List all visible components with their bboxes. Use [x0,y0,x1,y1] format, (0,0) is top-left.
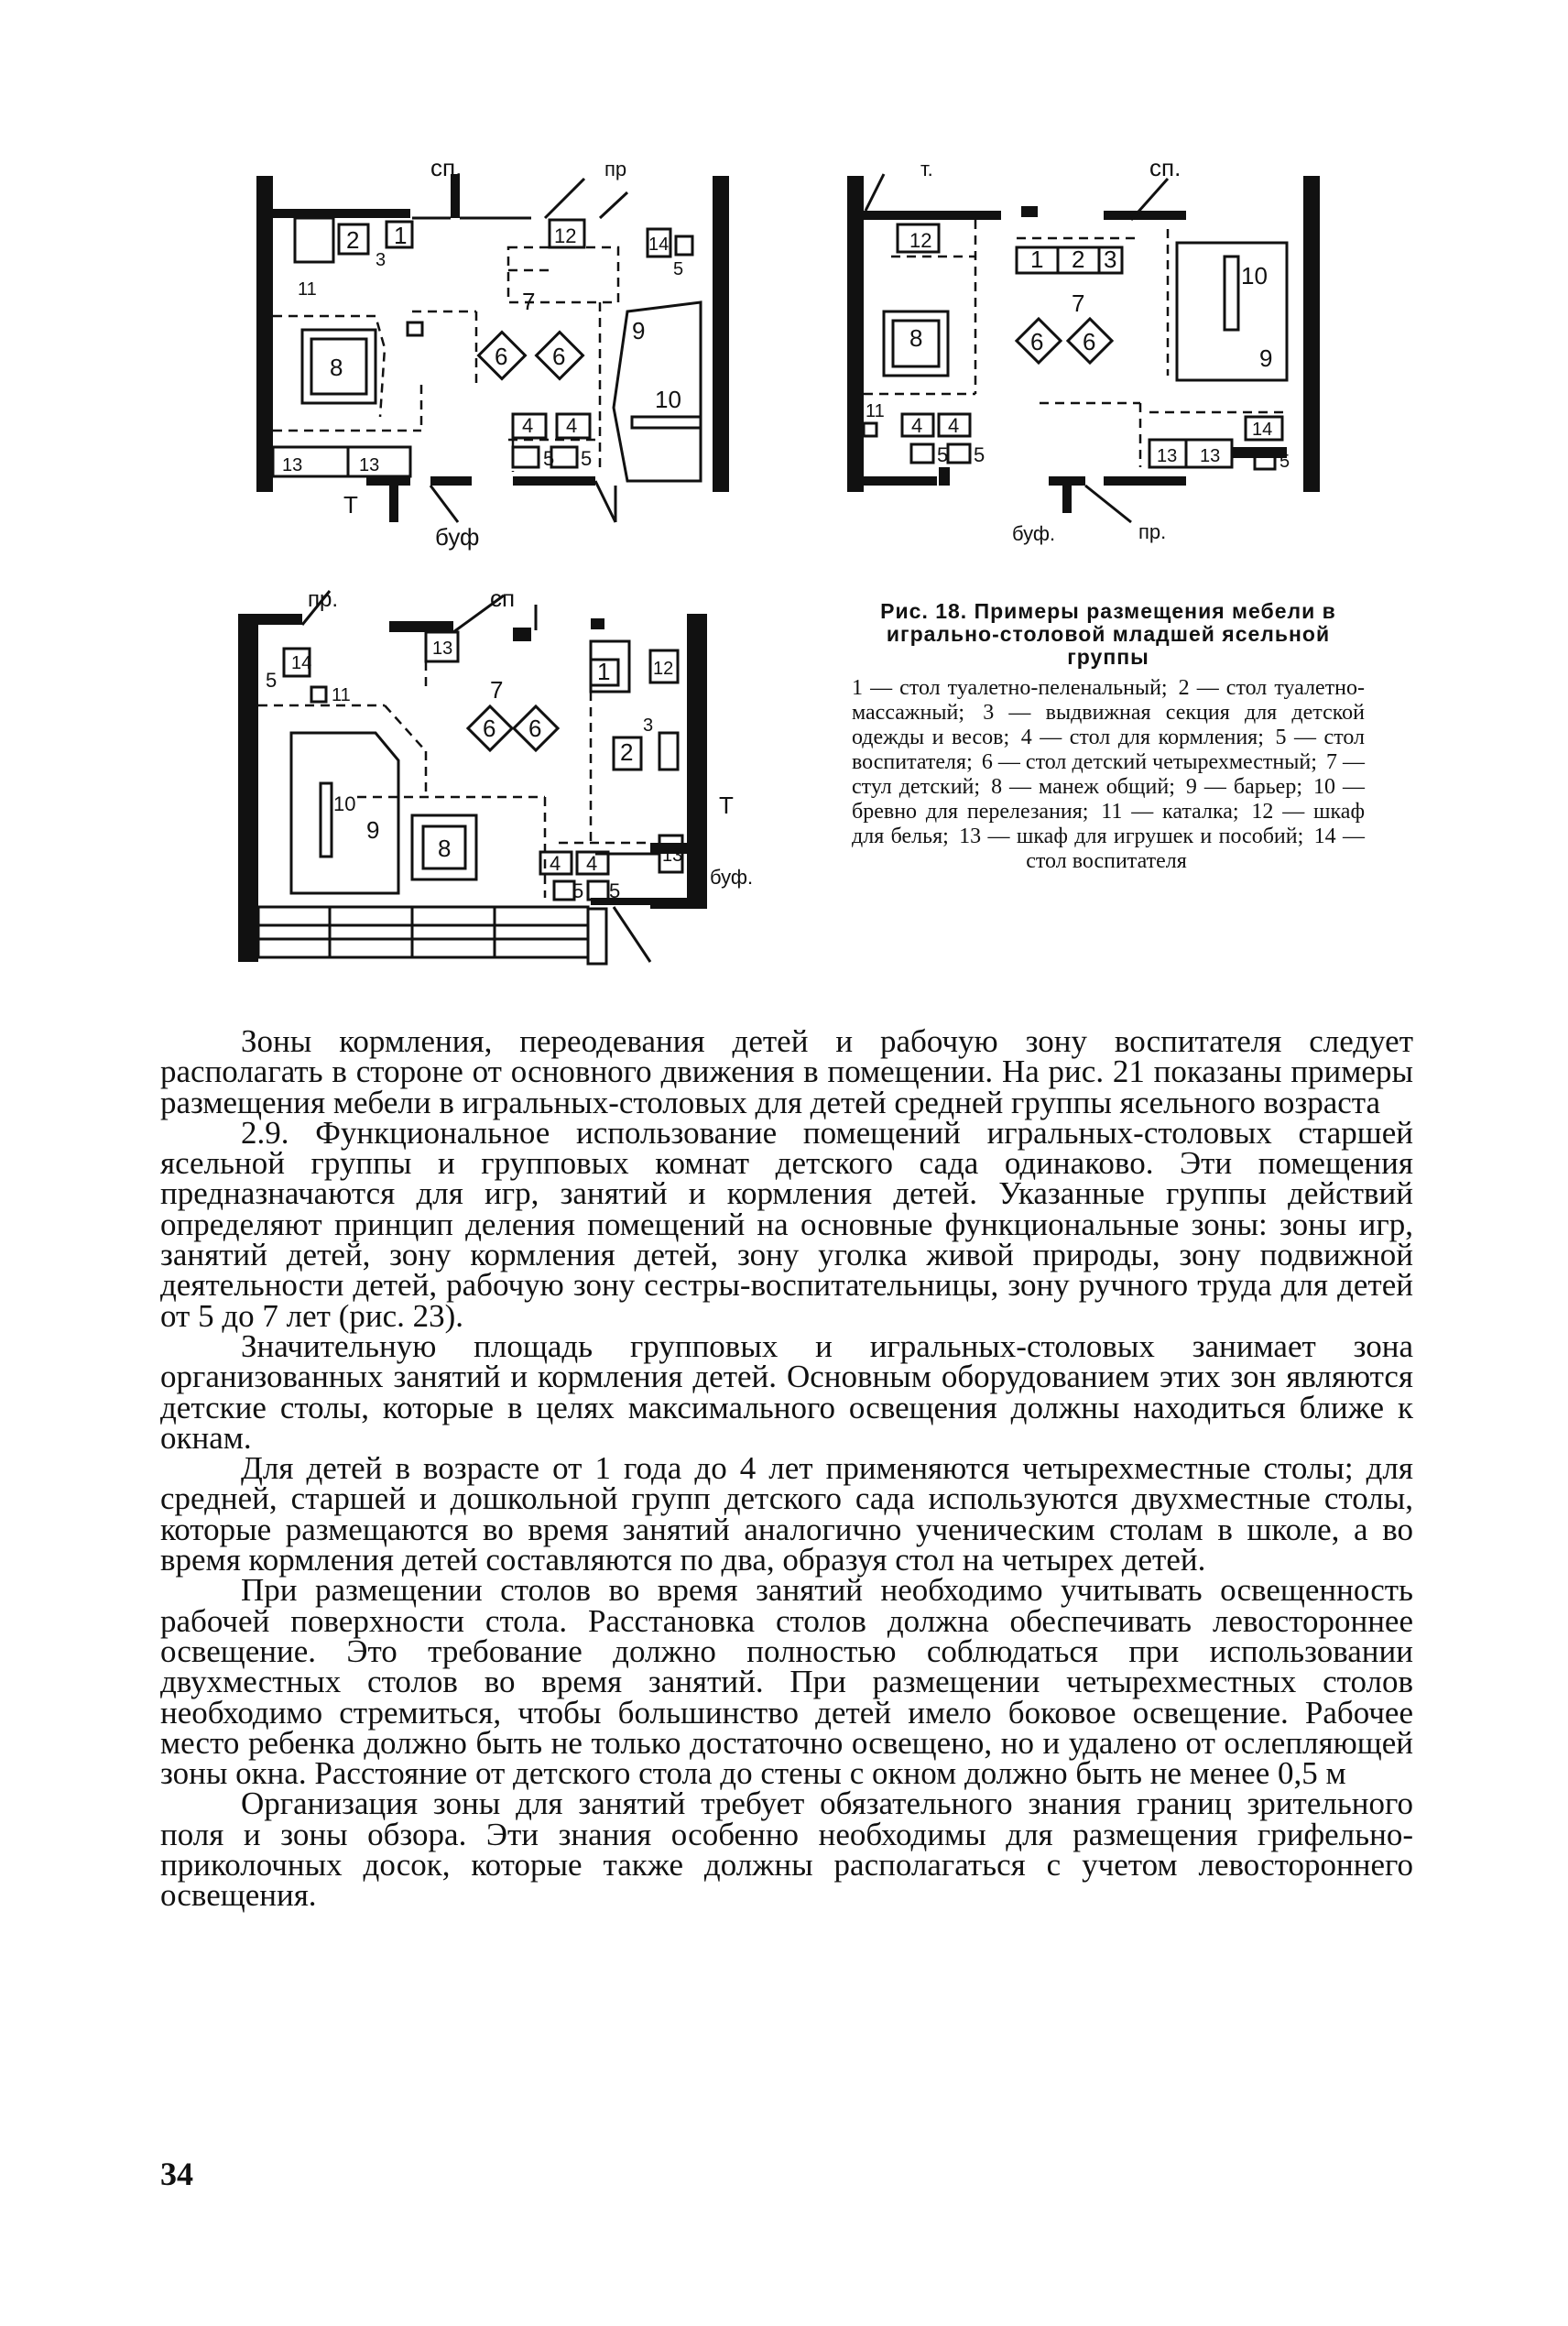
page-number: 34 [160,2156,193,2192]
legend-item: 3 — выдвижная секция для детской одежды и весов; [852,701,1366,749]
plan-3-label-pr: пр. [308,587,339,612]
plan-1-num-10: 10 [655,386,681,413]
plan-2-num-6a: 6 [1030,328,1044,355]
plan-2-num-10: 10 [1241,262,1268,289]
plan-2-num-4a: 4 [911,414,923,437]
paragraph: Для детей в возрасте от 1 года до 4 лет применяются четырехместные столы; для средней, старшей и дошкольной групп детского сада используются двухместные столы, которые размещаются во время занятий аналогично ученическим столам в школе, а во время кормления детей составляются по два, образуя стол на четырех детей. [160,1450,1413,1578]
plan-1-num-1: 1 [394,222,408,249]
plan-1-num-13b: 13 [359,455,380,475]
plan-3-num-13a: 13 [432,639,453,659]
plan-2-num-9: 9 [1259,344,1273,372]
plan-2-num-13b: 13 [1200,446,1221,466]
plan-2-label-sp: сп. [1149,156,1181,181]
plan-2-num-5c: 5 [1279,452,1290,472]
figure-legend [852,676,1365,874]
floor-plan-2-drawing [829,156,1342,563]
plan-1-num-3: 3 [376,250,387,270]
plan-1-num-6a: 6 [495,343,508,370]
plan-1-num-6b: 6 [552,343,566,370]
plan-1-num-5a: 5 [673,259,684,279]
figure-title: Рис. 18. Примеры размещения мебели в игрально-столовой младшей ясельной группы [880,599,1336,669]
plan-3-num-9: 9 [366,816,380,844]
plan-2-num-7: 7 [1072,289,1085,317]
plan-3-num-5a: 5 [266,669,278,692]
floor-plan-3 [229,586,779,971]
legend-item: 13 — шкаф для игрушек и пособий; [959,824,1304,848]
plan-2-num-4b: 4 [948,414,960,437]
floor-plan-1-drawing [238,156,751,563]
paragraph: При размещении столов во время занятий необходимо учитывать освещенность рабочей поверхности стола. Расстановка столов должна обеспечивать левостороннее освещение. Это требование должно полностью соблюдаться при использовании двухместных столов во время занятий. При размещении четырехместных столов необходимо стремиться, чтобы большинство детей имело боковое освещение. Рабочее место ребенка должно быть не только достаточно освещено, но и удалено от ослепляющей зоны окна. Расстояние от детского стола до стены с окном должно быть не менее 0,5 м [160,1572,1413,1792]
plan-2-num-13a: 13 [1157,446,1178,466]
plan-3-num-5c: 5 [609,879,621,902]
plan-2-num-5a: 5 [937,443,949,466]
plan-1-num-4b: 4 [566,414,578,437]
paragraph: Значительную площадь групповых и игральных-столовых занимает зона организованных занятий и кормления детей. Основным оборудованием этих зон являются детские столы, которые в целях максимального освещения должны находиться ближе к окнам. [160,1327,1413,1456]
plan-2-num-5b: 5 [974,443,985,466]
plan-2-num-14: 14 [1252,420,1273,440]
floor-plan-1 [238,156,751,563]
plan-1-num-13a: 13 [282,455,303,475]
legend-item: 5 — стол воспитателя; [852,726,1366,774]
plan-3-num-3: 3 [643,715,654,736]
plan-3-label-buf: буф. [710,866,754,889]
plan-1-label-pr: пр [604,158,627,180]
paragraph: 2.9. Функциональное использование помещений игральных-столовых старшей ясельной группы и групповых комнат детского сада одинаково. Эти помещения предназначаются для игр, занятий и кормления детей. Указанные группы действий определяют принцип деления помещений на основные функциональные зоны: зоны игр, занятий детей, зону кормления детей, зону уголка живой природы, зону подвижной деятельности детей, рабочую зону сестры-воспитательницы, зону ручного труда для детей от 5 до 7 лет (рис. 23). [160,1114,1413,1334]
legend-item: 1 — стол туалетно-пеленальный; [852,676,1168,700]
plan-3-num-4a: 4 [550,852,561,875]
legend-item: 10 — бревно для перелезания; [852,775,1365,824]
plan-1-label-sp: сп. [430,156,463,181]
plan-1-num-14: 14 [648,235,670,255]
plan-2-label-buf: буф. [1012,522,1056,545]
body-text [160,1023,1413,1914]
floor-plan-2 [829,156,1342,563]
plan-3-num-12: 12 [653,659,674,679]
plan-3-num-1: 1 [597,658,611,685]
plan-3-num-6a: 6 [483,715,496,742]
legend-item: 4 — стол для кормления; [1020,726,1264,749]
legend-item: 8 — манеж общий; [991,775,1175,799]
plan-2-label-t: т. [920,158,933,180]
plan-3-num-4b: 4 [586,852,598,875]
legend-item: 2 — стол туалетно-массажный; [852,676,1366,725]
legend-item: 11 — каталка; [1101,800,1239,824]
plan-3-num-2: 2 [620,738,634,766]
plan-1-label-t: Т [343,491,358,519]
plan-1-num-4a: 4 [522,414,534,437]
plan-2-num-6b: 6 [1083,328,1096,355]
plan-1-num-9: 9 [632,317,646,344]
plan-3-label-t: Т [719,792,734,819]
plan-1-num-11: 11 [298,279,317,300]
paragraph: Зоны кормления, переодевания детей и рабочую зону воспитателя следует располагать в стороне от основного движения в помещении. На рис. 21 показаны примеры размещения мебели в игральных-столовых для детей средней группы ясельного возраста [160,1023,1413,1120]
plan-3-num-8: 8 [438,835,452,862]
plan-3-num-14: 14 [291,653,312,673]
plan-2-num-2: 2 [1072,246,1085,273]
plan-1-num-5b: 5 [543,447,555,470]
legend-item: 14 — стол воспитателя [1026,824,1366,873]
plan-2-num-3: 3 [1104,246,1117,273]
floor-plan-3-drawing [229,586,779,971]
plan-1-num-8: 8 [330,354,343,381]
plan-1-num-5c: 5 [581,447,593,470]
plan-3-num-7: 7 [490,676,504,704]
paragraph: Организация зоны для занятий требует обязательного знания границ зрительного поля и зоны обзора. Эти знания особенно необходимы для размещения грифельно-приколочных досок, которые также должны располагаться с учетом левостороннего освещения. [160,1785,1413,1914]
plan-3-num-13b: 13 [662,846,683,866]
plan-3-num-6b: 6 [528,715,542,742]
plan-2-num-8: 8 [909,324,923,352]
plan-2-num-1: 1 [1030,246,1044,273]
plan-3-num-11: 11 [332,685,351,705]
legend-item: 7 — стул детский; [852,750,1366,799]
plan-3-num-10: 10 [333,792,356,815]
legend-item: 12 — шкаф для белья; [852,800,1365,848]
plan-1-label-buf: буф [435,523,480,551]
plan-1-num-2: 2 [346,226,360,254]
plan-2-label-pr: пр. [1138,520,1167,543]
legend-item: 9 — барьер; [1185,775,1302,799]
plan-3-label-sp: сп [490,586,516,612]
plan-1-num-12: 12 [554,224,577,247]
plan-2-num-11: 11 [866,401,885,421]
plan-3-num-5b: 5 [572,879,584,902]
figure-caption [852,600,1365,874]
plan-2-num-12: 12 [909,229,932,252]
plan-1-num-7: 7 [522,288,536,315]
legend-item: 6 — стол детский четырехместный; [981,750,1317,774]
